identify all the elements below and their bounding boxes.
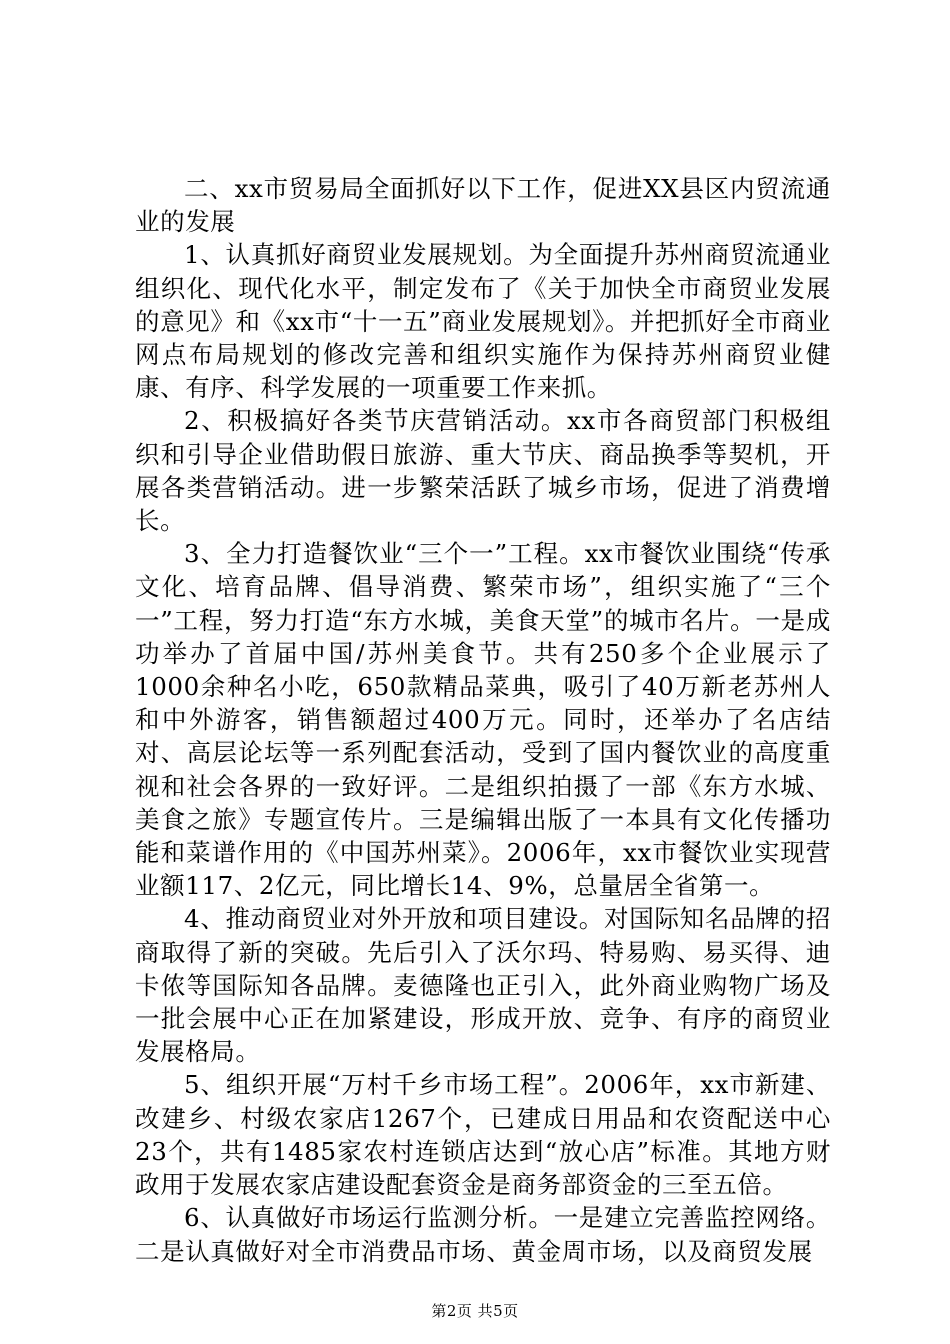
- paragraph-6: 6、认真做好市场运行监测分析。一是建立完善监控网络。二是认真做好对全市消费品市场、黄金周市场，以及商贸发展: [135, 1203, 831, 1266]
- paragraph-3: 3、全力打造餐饮业“三个一”工程。xx市餐饮业围绕“传承文化、培育品牌、倡导消费、繁荣市场”，组织实施了“三个一”工程，努力打造“东方水城，美食天堂”的城市名片。一是成功举办了首届中国/苏州美食节。共有250多个企业展示了1000余种名小吃，650款精品菜典，吸引了40万新老苏州人和中外游客，销售额超过400万元。同时，还举办了名店结对、高层论坛等一系列配套活动，受到了国内餐饮业的高度重视和社会各界的一致好评。二是组织拍摄了一部《东方水城、美食之旅》专题宣传片。三是编辑出版了一本具有文化传播功能和菜谱作用的《中国苏州菜》。2006年，xx市餐饮业实现营业额117、2亿元，同比增长14、9%，总量居全省第一。: [135, 539, 831, 901]
- paragraph-5: 5、组织开展“万村千乡市场工程”。2006年，xx市新建、改建乡、村级农家店1267个，已建成日用品和农资配送中心23个，共有1485家农村连锁店达到“放心店”标准。其地方财政用于发展农家店建设配套资金是商务部资金的三至五倍。: [135, 1070, 831, 1200]
- paragraph-4: 4、推动商贸业对外开放和项目建设。对国际知名品牌的招商取得了新的突破。先后引入了沃尔玛、特易购、易买得、迪卡侬等国际知各品牌。麦德隆也正引入，此外商业购物广场及一批会展中心正在加紧建设，形成开放、竞争、有序的商贸业发展格局。: [135, 904, 831, 1067]
- paragraph-2: 2、积极搞好各类节庆营销活动。xx市各商贸部门积极组织和引导企业借助假日旅游、重大节庆、商品换季等契机，开展各类营销活动。进一步繁荣活跃了城乡市场，促进了消费增长。: [135, 406, 831, 536]
- paragraph-heading: 二、xx市贸易局全面抓好以下工作，促进XX县区内贸流通业的发展: [135, 174, 831, 237]
- document-body: [135, 172, 831, 1268]
- page-number-footer: 第2页 共5页: [431, 1302, 519, 1320]
- paragraph-1: 1、认真抓好商贸业发展规划。为全面提升苏州商贸流通业组织化、现代化水平，制定发布了《关于加快全市商贸业发展的意见》和《xx市“十一五”商业发展规划》。并把抓好全市商业网点布局规划的修改完善和组织实施作为保持苏州商贸业健康、有序、科学发展的一项重要工作来抓。: [135, 240, 831, 403]
